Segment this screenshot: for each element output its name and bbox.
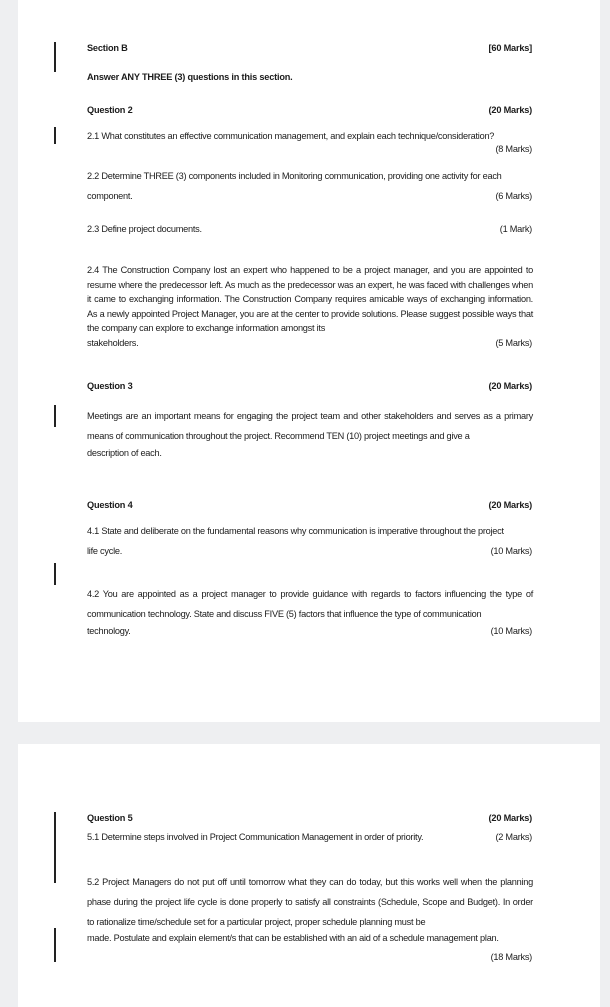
question-2-3-text: 2.3 Define project documents. — [87, 224, 202, 234]
question-5-title: Question 5 — [87, 813, 133, 823]
section-marks: [60 Marks] — [488, 43, 532, 53]
question-2-2-text: 2.2 Determine THREE (3) components included in Monitoring communication, providing one activity for each — [87, 171, 502, 181]
question-5-2-text-last: made. Postulate and explain element/s that can be established with an aid of a schedule management plan. — [87, 933, 499, 943]
margin-bar — [54, 812, 56, 883]
question-3-text-last: description of each. — [87, 448, 162, 458]
section-title: Section B — [87, 43, 128, 53]
section-instruction: Answer ANY THREE (3) questions in this section. — [87, 72, 293, 82]
question-2-title: Question 2 — [87, 105, 133, 115]
question-4-2-text-last: technology. — [87, 626, 131, 636]
question-2-marks: (20 Marks) — [488, 105, 532, 115]
question-2-1-text: 2.1 What constitutes an effective communication management, and explain each technique/consideration? — [87, 131, 495, 141]
question-3-title: Question 3 — [87, 381, 133, 391]
question-2-4-text: 2.4 The Construction Company lost an expert who happened to be a project manager, and you are appointed to resume where the predecessor left. As much as the predecessor was an expert, he was faced with challenges when it came to exchanging information. The Construction Company requires amicable ways of exchanging information. As a newly appointed Project Manager, you are at the center to provide solutions. Please suggest possible ways that the company can explore to exchange information amongst its — [87, 265, 533, 334]
question-5-1-marks: (2 Marks) — [495, 832, 532, 842]
question-2-4-marks: (5 Marks) — [495, 338, 532, 348]
question-3-marks: (20 Marks) — [488, 381, 532, 391]
margin-bar — [54, 928, 56, 962]
question-2-1-marks: (8 Marks) — [495, 144, 532, 154]
question-5-1-text: 5.1 Determine steps involved in Project Communication Management in order of priority. — [87, 832, 424, 842]
question-4-2-text: 4.2 You are appointed as a project manager to provide guidance with regards to factors influencing the type of communication technology. State and discuss FIVE (5) factors that influence the type of communication — [87, 589, 533, 619]
margin-bar — [54, 563, 56, 585]
question-4-1-marks: (10 Marks) — [490, 546, 532, 556]
question-2-2-marks: (6 Marks) — [495, 191, 532, 201]
question-4-title: Question 4 — [87, 500, 133, 510]
question-2-3-marks: (1 Mark) — [499, 224, 532, 234]
margin-bar — [54, 42, 56, 72]
question-4-marks: (20 Marks) — [488, 500, 532, 510]
question-4-1-text-last: life cycle. — [87, 546, 123, 556]
question-3-text: Meetings are an important means for engaging the project team and other stakeholders and serves as a primary means of communication throughout the project. Recommend TEN (10) project meetings and give a — [87, 411, 533, 441]
margin-bar — [54, 127, 56, 144]
question-5-2-text: 5.2 Project Managers do not put off until tomorrow what they can do today, but this works well when the planning phase during the project life cycle is done properly to satisfy all constraints (Schedule, Scope and Budget). In order to rationalize time/schedule set for a particular project, proper schedule planning must be — [87, 877, 533, 927]
question-4-1-text: 4.1 State and deliberate on the fundamental reasons why communication is imperative throughout the project — [87, 526, 504, 536]
margin-bar — [54, 405, 56, 427]
question-4-2-marks: (10 Marks) — [490, 626, 532, 636]
question-2-2-text-cont: component. — [87, 191, 133, 201]
question-5-2-marks: (18 Marks) — [490, 952, 532, 962]
question-5-marks: (20 Marks) — [488, 813, 532, 823]
question-2-4-text-last: stakeholders. — [87, 338, 139, 348]
